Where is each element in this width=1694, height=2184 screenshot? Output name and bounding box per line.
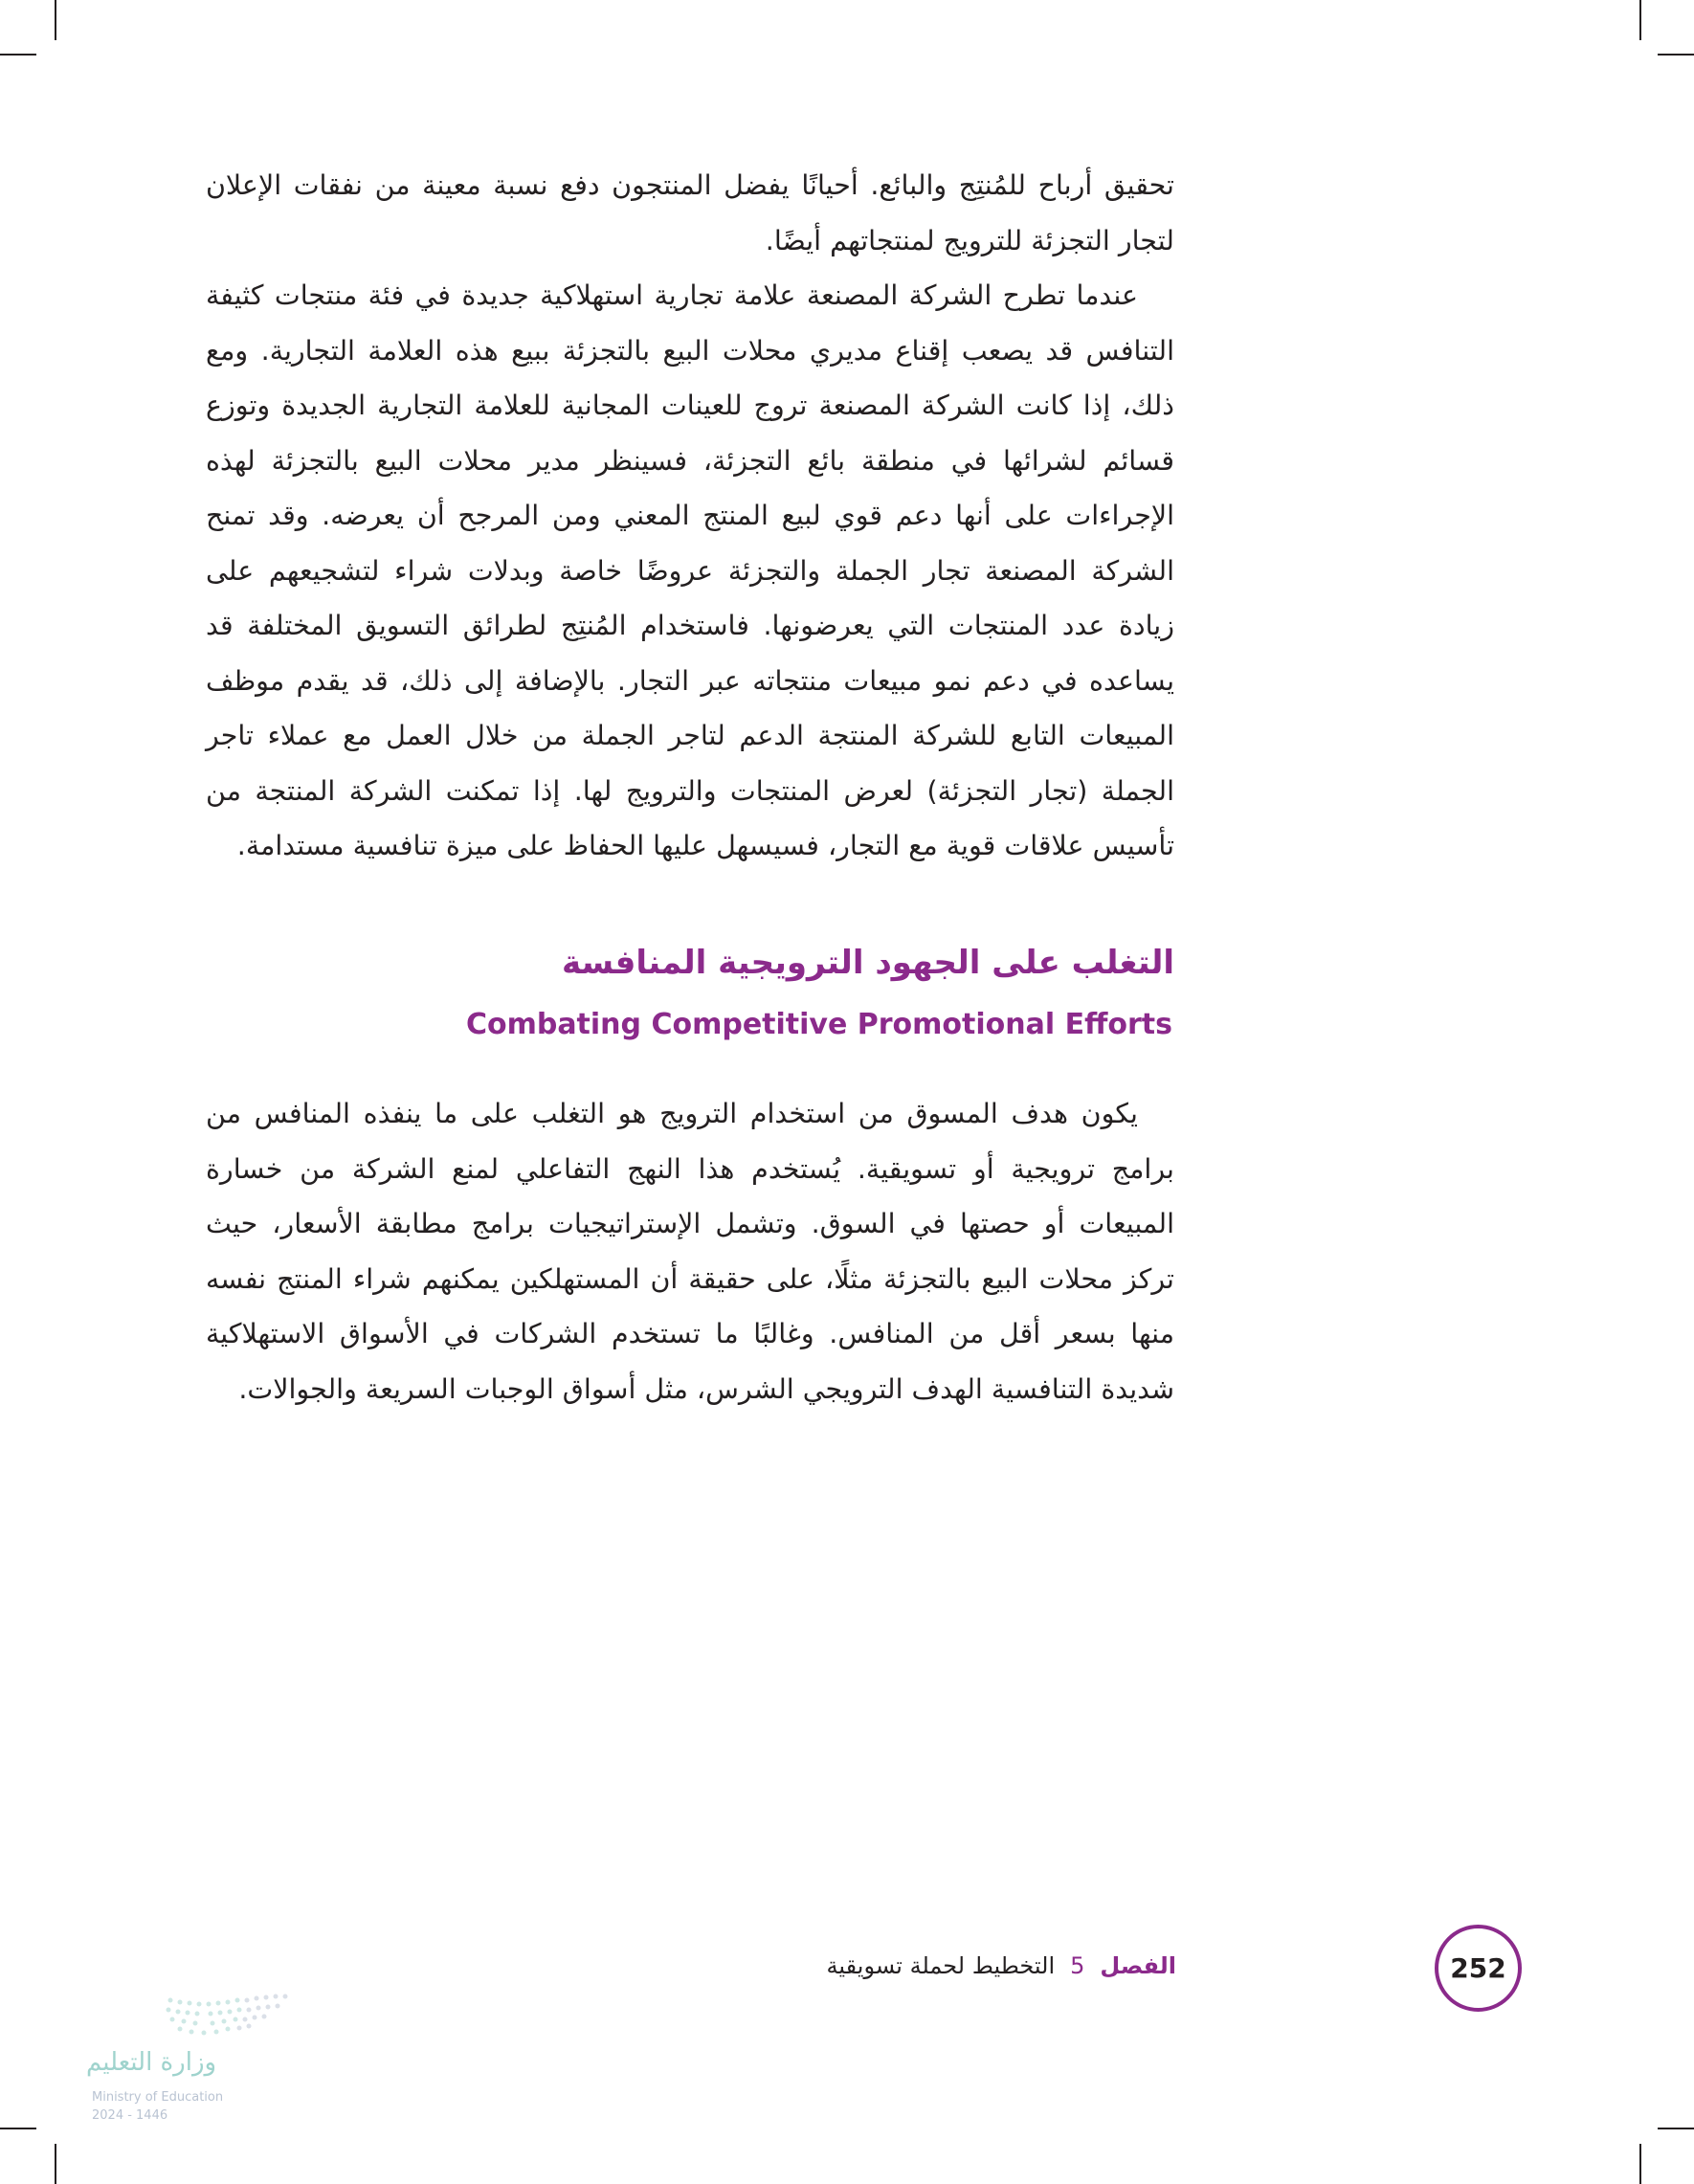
chapter-label: الفصل	[1100, 1952, 1176, 1979]
chapter-number: 5	[1070, 1952, 1085, 1979]
paragraph: يكون هدف المسوق من استخدام الترويج هو التغلب على ما ينفذه المنافس من برامج ترويجية أو تسويقية. يُستخدم هذا النهج التفاعلي لمنع الشركة من خسارة المبيعات أو حصتها في السوق. وتشمل الإستراتيجيات برامج مطابقة الأسعار، حيث تركز محلات البيع بالتجزئة مثلًا، على حقيقة أن المستهلكين يمكنهم شراء المنتج نفسه منها بسعر أقل من المنافس. وغالبًا ما تستخدم الشركات في الأسواق الاستهلاكية شديدة التنافسية الهدف الترويجي الشرس، مثل أسواق الوجبات السريعة والجوالات.	[206, 1098, 1174, 1405]
crop-mark	[1658, 54, 1694, 56]
crop-mark	[1639, 0, 1641, 40]
crop-mark	[1658, 2128, 1694, 2129]
crop-mark	[1639, 2144, 1641, 2184]
paragraph: عندما تطرح الشركة المصنعة علامة تجارية استهلاكية جديدة في فئة منتجات كثيفة التنافس قد يصعب إقناع مديري محلات البيع بالتجزئة ببيع هذه العلامة التجارية. ومع ذلك، إذا كانت الشركة المصنعة تروج للعينات المجانية للعلامة التجارية الجديدة وتوزع قسائم لشرائها في منطقة بائع التجزئة، فسينظر مدير محلات البيع بالتجزئة لهذه الإجراءات على أنها دعم قوي لبيع المنتج المعني ومن المرجح أن يعرضه. وقد تمنح الشركة المصنعة تجار الجملة والتجزئة عروضًا خاصة وبدلات شراء لتشجيعهم على زيادة عدد المنتجات التي يعرضونها. فاستخدام المُنتِج لطرائق التسويق المختلفة قد يساعده في دعم نمو مبيعات منتجاته عبر التجار. بالإضافة إلى ذلك، قد يقدم موظف المبيعات التابع للشركة المنتجة الدعم لتاجر الجملة من خلال العمل مع عملاء تاجر الجملة (تجار التجزئة) لعرض المنتجات والترويج لها. إذا تمكنت الشركة المنتجة من تأسيس علاقات قوية مع التجار، فسيسهل عليها الحفاظ على ميزة تنافسية مستدامة.	[206, 279, 1174, 861]
watermark-year: 2024 - 1446	[92, 2108, 168, 2123]
crop-mark	[0, 54, 36, 56]
crop-mark	[55, 0, 56, 40]
chapter-footer	[827, 1952, 1176, 1979]
watermark-ministry-en: Ministry of Education	[92, 2090, 224, 2105]
section-body-text	[206, 1086, 1174, 1416]
body-text-main	[206, 268, 1174, 874]
page-number: 252	[1450, 1952, 1506, 1984]
crop-mark	[0, 2128, 36, 2129]
section-heading-en: Combating Competitive Promotional Efforts	[465, 1008, 1172, 1041]
watermark-ministry-ar: وزارة التعليم	[86, 2048, 217, 2077]
body-text-top	[206, 158, 1174, 268]
page-number-badge	[1435, 1925, 1522, 2012]
section-heading-ar: التغلب على الجهود الترويجية المنافسة	[561, 944, 1174, 982]
paragraph: تحقيق أرباح للمُنتِج والبائع. أحيانًا يفضل المنتجون دفع نسبة معينة من نفقات الإعلان لتجار التجزئة للترويج لمنتجاتهم أيضًا.	[206, 169, 1174, 256]
chapter-title: التخطيط لحملة تسويقية	[826, 1952, 1056, 1979]
crop-mark	[55, 2144, 56, 2184]
